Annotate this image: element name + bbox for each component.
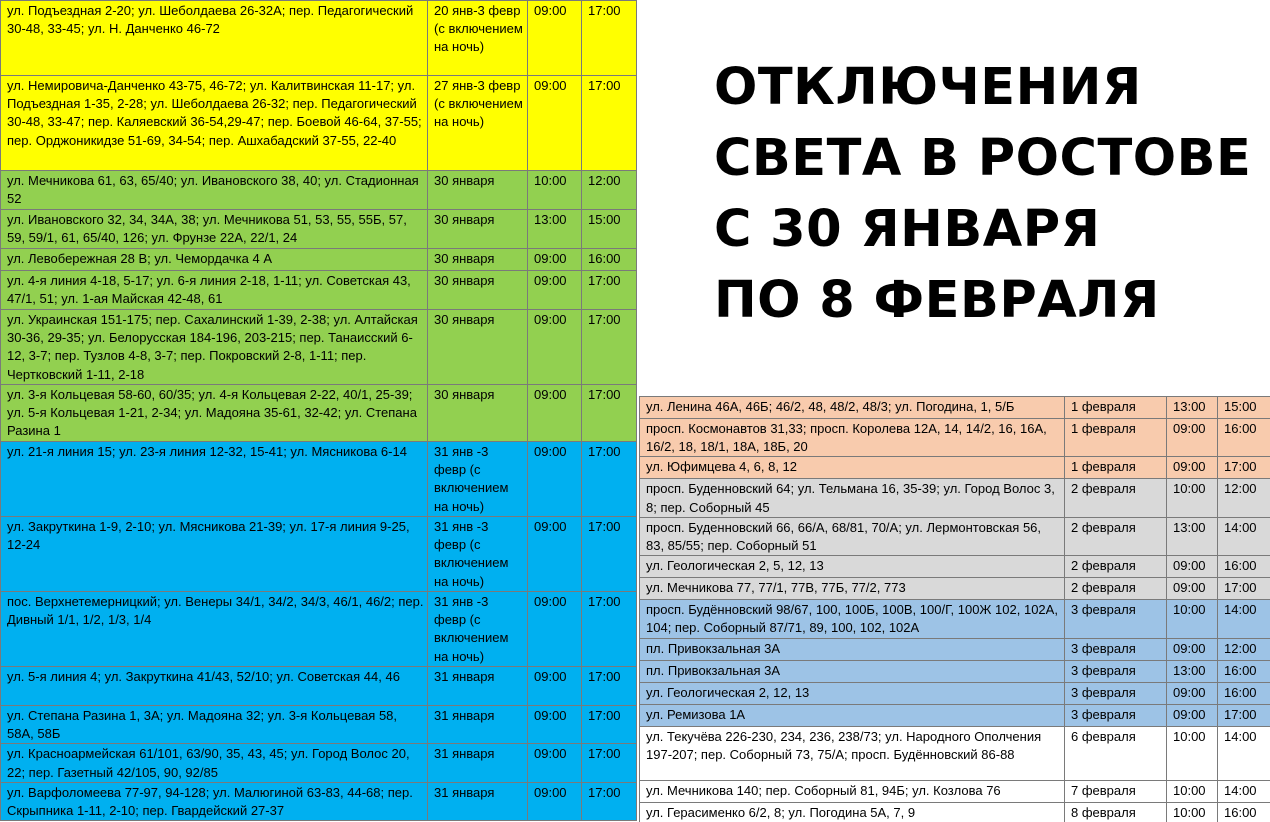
address-cell: ул. 21-я линия 15; ул. 23-я линия 12-32, 15-41; ул. Мясникова 6-14 bbox=[1, 442, 428, 517]
table-row bbox=[640, 704, 1270, 726]
table-row bbox=[1, 271, 637, 310]
table-row bbox=[1, 76, 637, 171]
end-time-cell: 17:00 bbox=[1218, 457, 1270, 479]
date-cell: 8 февраля bbox=[1065, 802, 1167, 822]
end-time-cell: 14:00 bbox=[1218, 726, 1270, 780]
end-time-cell: 17:00 bbox=[1218, 704, 1270, 726]
table-row bbox=[1, 592, 637, 667]
address-cell: ул. Немировича-Данченко 43-75, 46-72; ул. Калитвинская 11-17; ул. Подъездная 1-35, 2-28; ул. Шеболдаева 26-32; пер. Педагогический 30-48, 33-47; пер. Каляевский 36-54,29-47; пер. Боевой 46-64, 37-55; пер. Орджоникидзе 51-69, 34-54; пер. Ашхабадский 37-55, 22-40 bbox=[1, 76, 428, 171]
address-cell: пл. Привокзальная 3А bbox=[640, 660, 1065, 682]
address-cell: ул. Мечникова 140; пер. Соборный 81, 94Б; ул. Козлова 76 bbox=[640, 780, 1065, 802]
table-row bbox=[640, 802, 1270, 822]
date-cell: 3 февраля bbox=[1065, 660, 1167, 682]
date-cell: 31 янв -3 февр (с включением на ночь) bbox=[428, 592, 528, 667]
date-cell: 1 февраля bbox=[1065, 397, 1167, 419]
date-cell: 27 янв-3 февр (с включением на ночь) bbox=[428, 76, 528, 171]
end-time-cell: 12:00 bbox=[1218, 638, 1270, 660]
end-time-cell: 16:00 bbox=[1218, 682, 1270, 704]
table-row bbox=[1, 1, 637, 76]
title-line: ОТКЛЮЧЕНИЯ bbox=[714, 58, 1142, 117]
start-time-cell: 10:00 bbox=[528, 171, 582, 210]
end-time-cell: 14:00 bbox=[1218, 517, 1270, 555]
table-row bbox=[640, 457, 1270, 479]
start-time-cell: 09:00 bbox=[528, 1, 582, 76]
date-cell: 3 февраля bbox=[1065, 704, 1167, 726]
table-row bbox=[640, 682, 1270, 704]
address-cell: ул. Украинская 151-175; пер. Сахалинский 1-39, 2-38; ул. Алтайская 30-36, 29-35; ул. Белорусская 184-196, 203-215; пер. Танаисский 6-12, 3-7; пер. Тузлов 4-8, 3-7; пер. Покровский 2-8, 1-11; пер. Чертковский 1-11, 2-18 bbox=[1, 310, 428, 385]
end-time-cell: 15:00 bbox=[1218, 397, 1270, 419]
start-time-cell: 09:00 bbox=[1167, 556, 1218, 578]
start-time-cell: 09:00 bbox=[528, 782, 582, 820]
table-row bbox=[1, 171, 637, 210]
date-cell: 20 янв-3 февр (с включением на ночь) bbox=[428, 1, 528, 76]
start-time-cell: 10:00 bbox=[1167, 726, 1218, 780]
address-cell: ул. Геологическая 2, 5, 12, 13 bbox=[640, 556, 1065, 578]
right-outage-table bbox=[639, 396, 1270, 822]
title-line: СВЕТА В РОСТОВЕ bbox=[714, 129, 1252, 188]
date-cell: 30 января bbox=[428, 249, 528, 271]
end-time-cell: 17:00 bbox=[582, 744, 637, 782]
end-time-cell: 16:00 bbox=[1218, 802, 1270, 822]
date-cell: 31 янв -3 февр (с включением на ночь) bbox=[428, 517, 528, 592]
date-cell: 2 февраля bbox=[1065, 556, 1167, 578]
date-cell: 31 января bbox=[428, 667, 528, 706]
date-cell: 2 февраля bbox=[1065, 578, 1167, 600]
date-cell: 31 янв -3 февр (с включением на ночь) bbox=[428, 442, 528, 517]
title-line: С 30 ЯНВАРЯ bbox=[714, 200, 1101, 259]
end-time-cell: 14:00 bbox=[1218, 780, 1270, 802]
start-time-cell: 09:00 bbox=[1167, 419, 1218, 457]
table-row bbox=[640, 397, 1270, 419]
end-time-cell: 15:00 bbox=[582, 210, 637, 249]
date-cell: 30 января bbox=[428, 210, 528, 249]
end-time-cell: 17:00 bbox=[582, 271, 637, 310]
address-cell: ул. 3-я Кольцевая 58-60, 60/35; ул. 4-я Кольцевая 2-22, 40/1, 25-39; ул. 5-я Кольцевая 1-21, 2-34; ул. Мадояна 35-61, 32-42; ул. Степана Разина 1 bbox=[1, 385, 428, 442]
address-cell: ул. Закруткина 1-9, 2-10; ул. Мясникова 21-39; ул. 17-я линия 9-25, 12-24 bbox=[1, 517, 428, 592]
date-cell: 30 января bbox=[428, 271, 528, 310]
address-cell: ул. Геологическая 2, 12, 13 bbox=[640, 682, 1065, 704]
address-cell: просп. Буденновский 64; ул. Тельмана 16, 35-39; ул. Город Волос 3, 8; пер. Соборный 45 bbox=[640, 479, 1065, 517]
table-row bbox=[640, 556, 1270, 578]
page-title bbox=[714, 52, 1251, 336]
table-row bbox=[1, 310, 637, 385]
end-time-cell: 16:00 bbox=[1218, 660, 1270, 682]
start-time-cell: 10:00 bbox=[1167, 600, 1218, 638]
table-row bbox=[640, 517, 1270, 555]
address-cell: ул. 4-я линия 4-18, 5-17; ул. 6-я линия 2-18, 1-11; ул. Советская 43, 47/1, 51; ул. 1-ая Майская 42-48, 61 bbox=[1, 271, 428, 310]
address-cell: просп. Буденновский 66, 66/А, 68/81, 70/А; ул. Лермонтовская 56, 83, 85/55; пер. Соборный 51 bbox=[640, 517, 1065, 555]
table-row bbox=[640, 638, 1270, 660]
end-time-cell: 17:00 bbox=[582, 667, 637, 706]
end-time-cell: 17:00 bbox=[582, 310, 637, 385]
date-cell: 6 февраля bbox=[1065, 726, 1167, 780]
address-cell: просп. Будённовский 98/67, 100, 100Б, 100В, 100/Г, 100Ж 102, 102А, 104; пер. Соборный 87/71, 89, 100, 102, 102А bbox=[640, 600, 1065, 638]
start-time-cell: 13:00 bbox=[1167, 660, 1218, 682]
address-cell: ул. Мечникова 61, 63, 65/40; ул. Ивановского 38, 40; ул. Стадионная 52 bbox=[1, 171, 428, 210]
end-time-cell: 14:00 bbox=[1218, 600, 1270, 638]
end-time-cell: 17:00 bbox=[582, 76, 637, 171]
end-time-cell: 17:00 bbox=[582, 592, 637, 667]
start-time-cell: 13:00 bbox=[528, 210, 582, 249]
start-time-cell: 13:00 bbox=[1167, 517, 1218, 555]
date-cell: 30 января bbox=[428, 171, 528, 210]
table-row bbox=[1, 442, 637, 517]
start-time-cell: 09:00 bbox=[528, 271, 582, 310]
title-line: ПО 8 ФЕВРАЛЯ bbox=[714, 271, 1160, 330]
table-row bbox=[1, 249, 637, 271]
table-row bbox=[640, 726, 1270, 780]
end-time-cell: 16:00 bbox=[1218, 556, 1270, 578]
date-cell: 1 февраля bbox=[1065, 457, 1167, 479]
start-time-cell: 09:00 bbox=[528, 385, 582, 442]
address-cell: ул. Герасименко 6/2, 8; ул. Погодина 5А, 7, 9 bbox=[640, 802, 1065, 822]
end-time-cell: 16:00 bbox=[582, 249, 637, 271]
table-row bbox=[640, 780, 1270, 802]
date-cell: 2 февраля bbox=[1065, 479, 1167, 517]
address-cell: пл. Привокзальная 3А bbox=[640, 638, 1065, 660]
table-row bbox=[640, 578, 1270, 600]
address-cell: просп. Космонавтов 31,33; просп. Королева 12А, 14, 14/2, 16, 16А, 16/2, 18, 18/1, 18А, 18Б, 20 bbox=[640, 419, 1065, 457]
table-row bbox=[640, 600, 1270, 638]
end-time-cell: 17:00 bbox=[1218, 578, 1270, 600]
address-cell: ул. Красноармейская 61/101, 63/90, 35, 43, 45; ул. Город Волос 20, 22; пер. Газетный 42/105, 90, 92/85 bbox=[1, 744, 428, 782]
table-row bbox=[1, 210, 637, 249]
start-time-cell: 09:00 bbox=[528, 667, 582, 706]
start-time-cell: 09:00 bbox=[1167, 578, 1218, 600]
table-row bbox=[640, 660, 1270, 682]
table-row bbox=[640, 479, 1270, 517]
end-time-cell: 12:00 bbox=[582, 171, 637, 210]
date-cell: 3 февраля bbox=[1065, 638, 1167, 660]
table-row bbox=[1, 744, 637, 782]
end-time-cell: 12:00 bbox=[1218, 479, 1270, 517]
end-time-cell: 17:00 bbox=[582, 442, 637, 517]
date-cell: 3 февраля bbox=[1065, 682, 1167, 704]
address-cell: ул. Ивановского 32, 34, 34А, 38; ул. Мечникова 51, 53, 55, 55Б, 57, 59, 59/1, 61, 65/40, 126; ул. Фрунзе 22А, 22/1, 24 bbox=[1, 210, 428, 249]
start-time-cell: 09:00 bbox=[1167, 457, 1218, 479]
address-cell: пос. Верхнетемерницкий; ул. Венеры 34/1, 34/2, 34/3, 46/1, 46/2; пер. Дивный 1/1, 1/2, 1/3, 1/4 bbox=[1, 592, 428, 667]
table-row bbox=[640, 419, 1270, 457]
date-cell: 2 февраля bbox=[1065, 517, 1167, 555]
address-cell: ул. Степана Разина 1, 3А; ул. Мадояна 32; ул. 3-я Кольцевая 58, 58А, 58Б bbox=[1, 706, 428, 744]
date-cell: 31 января bbox=[428, 782, 528, 820]
date-cell: 1 февраля bbox=[1065, 419, 1167, 457]
start-time-cell: 09:00 bbox=[528, 517, 582, 592]
table-row bbox=[1, 782, 637, 820]
address-cell: ул. Ремизова 1А bbox=[640, 704, 1065, 726]
end-time-cell: 17:00 bbox=[582, 385, 637, 442]
date-cell: 31 января bbox=[428, 744, 528, 782]
table-row bbox=[1, 385, 637, 442]
start-time-cell: 09:00 bbox=[528, 76, 582, 171]
start-time-cell: 09:00 bbox=[528, 744, 582, 782]
end-time-cell: 17:00 bbox=[582, 1, 637, 76]
start-time-cell: 09:00 bbox=[1167, 638, 1218, 660]
date-cell: 30 января bbox=[428, 310, 528, 385]
date-cell: 31 января bbox=[428, 706, 528, 744]
address-cell: ул. Юфимцева 4, 6, 8, 12 bbox=[640, 457, 1065, 479]
end-time-cell: 16:00 bbox=[1218, 419, 1270, 457]
table-row bbox=[1, 517, 637, 592]
start-time-cell: 13:00 bbox=[1167, 397, 1218, 419]
start-time-cell: 10:00 bbox=[1167, 479, 1218, 517]
start-time-cell: 09:00 bbox=[528, 592, 582, 667]
address-cell: ул. 5-я линия 4; ул. Закруткина 41/43, 52/10; ул. Советская 44, 46 bbox=[1, 667, 428, 706]
start-time-cell: 09:00 bbox=[528, 310, 582, 385]
end-time-cell: 17:00 bbox=[582, 517, 637, 592]
address-cell: ул. Ленина 46А, 46Б; 46/2, 48, 48/2, 48/3; ул. Погодина, 1, 5/Б bbox=[640, 397, 1065, 419]
start-time-cell: 09:00 bbox=[1167, 682, 1218, 704]
end-time-cell: 17:00 bbox=[582, 706, 637, 744]
start-time-cell: 10:00 bbox=[1167, 802, 1218, 822]
address-cell: ул. Подъездная 2-20; ул. Шеболдаева 26-32А; пер. Педагогический 30-48, 33-45; ул. Н. Данченко 46-72 bbox=[1, 1, 428, 76]
date-cell: 30 января bbox=[428, 385, 528, 442]
table-row bbox=[1, 706, 637, 744]
date-cell: 7 февраля bbox=[1065, 780, 1167, 802]
end-time-cell: 17:00 bbox=[582, 782, 637, 820]
date-cell: 3 февраля bbox=[1065, 600, 1167, 638]
address-cell: ул. Варфоломеева 77-97, 94-128; ул. Малюгиной 63-83, 44-68; пер. Скрыпника 1-11, 2-10; пер. Гвардейский 27-37 bbox=[1, 782, 428, 820]
address-cell: ул. Левобережная 28 В; ул. Чемордачка 4 А bbox=[1, 249, 428, 271]
address-cell: ул. Текучёва 226-230, 234, 236, 238/73; ул. Народного Ополчения 197-207; пер. Соборный 73, 75/А; просп. Будённовский 86-88 bbox=[640, 726, 1065, 780]
start-time-cell: 09:00 bbox=[528, 249, 582, 271]
address-cell: ул. Мечникова 77, 77/1, 77В, 77Б, 77/2, 773 bbox=[640, 578, 1065, 600]
start-time-cell: 09:00 bbox=[528, 442, 582, 517]
start-time-cell: 10:00 bbox=[1167, 780, 1218, 802]
start-time-cell: 09:00 bbox=[528, 706, 582, 744]
start-time-cell: 09:00 bbox=[1167, 704, 1218, 726]
table-row bbox=[1, 667, 637, 706]
